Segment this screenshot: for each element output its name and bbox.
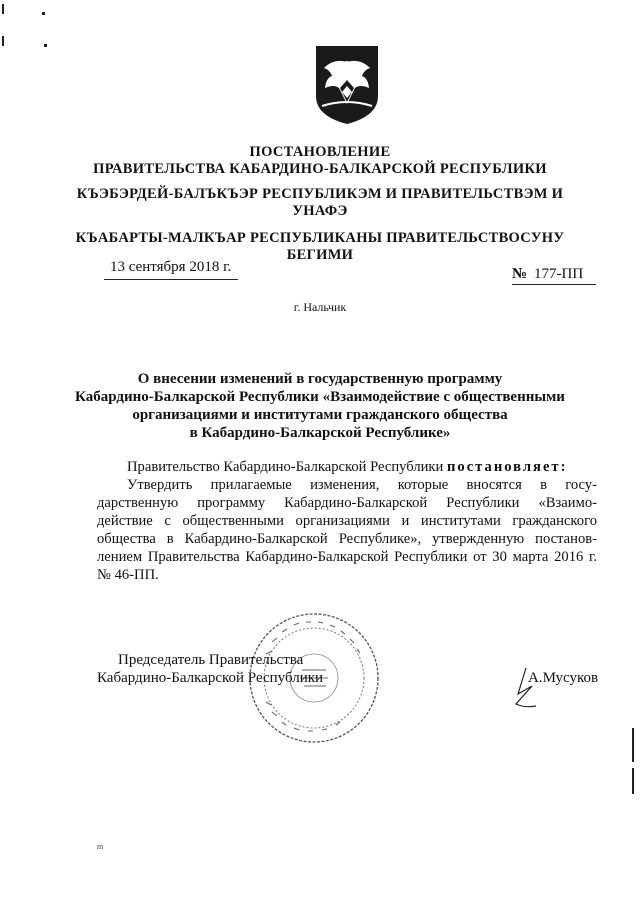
body-line-3: действие с общественными организациями и институтами гражданского xyxy=(97,513,597,529)
body-line-5: лением Правительства Кабардино-Балкарской Республики от 30 марта 2016 г. xyxy=(97,549,597,565)
scan-artifact xyxy=(632,768,634,794)
body-line-6: № 46-ПП. xyxy=(97,567,159,583)
resolution-intro xyxy=(127,459,597,476)
body-line-1: Утвердить прилагаемые изменения, которые вносятся в госу- xyxy=(127,477,597,493)
scan-artifact xyxy=(2,4,4,14)
body-line-2: дарственную программу Кабардино-Балкарской Республики «Взаимо- xyxy=(97,495,597,511)
subject-line-3: организациями и институтами гражданского общества xyxy=(132,407,508,423)
coat-of-arms-emblem xyxy=(312,44,382,126)
subject-line-1: О внесении изменений в государственную программу xyxy=(137,371,503,387)
scan-artifact xyxy=(42,12,45,15)
subject-line-4: в Кабардино-Балкарской Республике» xyxy=(189,425,451,441)
government-name-ru: ПРАВИТЕЛЬСТВА КАБАРДИНО-БАЛКАРСКОЙ РЕСПУБЛИКИ xyxy=(93,161,547,177)
subject-line-2: Кабардино-Балкарской Республики «Взаимодействие с общественными xyxy=(75,389,565,405)
government-name-kabardian-line1: КЪЭБЭРДЕЙ-БАЛЪКЪЭР РЕСПУБЛИКЭМ И ПРАВИТЕЛЬСТВЭМ И xyxy=(76,186,564,202)
document-date: 13 сентября 2018 г. xyxy=(110,259,232,275)
footer-mark: m xyxy=(97,842,104,851)
date-underline xyxy=(104,279,238,280)
document-city: г. Нальчик xyxy=(293,300,347,314)
scan-artifact xyxy=(632,728,634,762)
government-name-balkar-line2: БЕГИМИ xyxy=(286,247,354,263)
government-name-balkar-line1: КЪАБАРТЫ-МАЛКЪАР РЕСПУБЛИКАНЫ ПРАВИТЕЛЬСТВОСУНУ xyxy=(75,230,565,246)
signatory-position-line-1: Председатель Правительства xyxy=(118,652,304,668)
document-number: 177-ПП xyxy=(534,266,584,282)
government-name-kabardian-line2: УНАФЭ xyxy=(292,203,348,219)
signatory-name: А.Мусуков xyxy=(528,670,599,686)
document-title: ПОСТАНОВЛЕНИЕ xyxy=(249,144,391,160)
number-underline xyxy=(512,284,596,285)
document-number-prefix: № xyxy=(512,266,528,282)
scan-artifact xyxy=(44,44,47,47)
resolution-intro-text: Правительство Кабардино-Балкарской Республики xyxy=(127,459,444,475)
signatory-position-line-2: Кабардино-Балкарской Республики xyxy=(97,670,324,686)
scan-artifact xyxy=(2,36,4,46)
body-line-4: общества в Кабардино-Балкарской Республике», утвержденную постанов- xyxy=(97,531,597,547)
resolution-verb: постановляет: xyxy=(447,459,568,475)
